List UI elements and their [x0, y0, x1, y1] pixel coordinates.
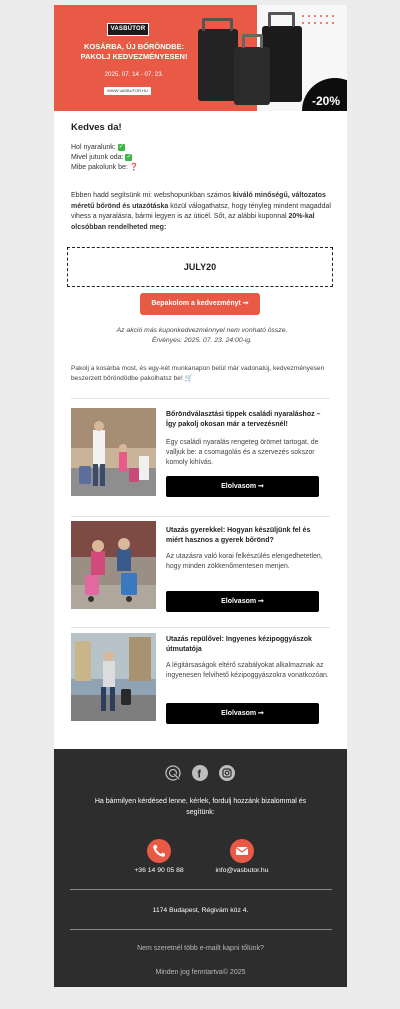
- greeting-section: [71, 123, 333, 173]
- article-excerpt: Egy családi nyaralás rengeteg örömet tartogat, de valljuk be: a csomagolás és a szervezés sokszor komoly kihívás.: [166, 439, 319, 466]
- validity-line: Érvényes: 2025. 07. 23. 24:00-ig.: [151, 337, 253, 344]
- question-icon: ❓: [129, 164, 139, 171]
- banner-dates: 2025. 07. 14 - 07. 23.: [104, 71, 164, 78]
- checklist-item: [71, 143, 333, 153]
- divider: [71, 516, 330, 517]
- unsubscribe-link[interactable]: Nem szeretnél több e-mailt kapni tőlünk?: [137, 945, 264, 952]
- intro-text: Ebben hadd segítsünk mi: webshopunkban számos: [71, 192, 233, 199]
- footer: [54, 749, 347, 987]
- footer-divider: [70, 929, 332, 930]
- copyright: Minden jog fenntartva© 2025: [155, 969, 246, 976]
- checklist-label: Hol nyaralunk:: [71, 144, 116, 151]
- checklist-item: [71, 163, 333, 173]
- company-address: 1174 Budapest, Régivám köz 4.: [152, 907, 249, 914]
- phone-icon[interactable]: [147, 839, 171, 863]
- claim-discount-button[interactable]: Bepakolom a kedvezményt ➞: [140, 293, 260, 315]
- pack-paragraph: Pakolj a kosárba most, és egy-két munkanapon belül már vadonatúj, kedvezményesen beszerzett bőröndödbe pakolhatsz be! 🛒: [71, 365, 325, 382]
- brand-logo: VASBÚTOR: [107, 23, 149, 36]
- checklist-label: Mivel jutunk oda:: [71, 154, 124, 161]
- read-more-button[interactable]: Elolvasom ➞: [166, 476, 319, 497]
- divider: [71, 627, 330, 628]
- website-icon[interactable]: [165, 765, 181, 781]
- article-image-kids-luggage[interactable]: [71, 521, 156, 609]
- promo-banner[interactable]: [54, 5, 347, 111]
- phone-number[interactable]: +36 14 90 05 88: [134, 867, 184, 874]
- intro-bold: 20%-kal olcsóbban rendelheted meg:: [71, 213, 315, 231]
- instagram-icon[interactable]: [219, 765, 235, 781]
- article-image-family-luggage[interactable]: [71, 408, 156, 496]
- footer-divider: [70, 889, 332, 890]
- article-title[interactable]: Utazás repülővel: Ingyenes kézipoggyászok útmutatója: [166, 636, 312, 653]
- coupon-code-box[interactable]: JULY20: [67, 247, 333, 287]
- article-excerpt: A légitársaságok eltérő szabályokat alkalmaznak az ingyenesen felvihető kézipoggyászokra vonatkozóan.: [166, 662, 329, 679]
- email-address[interactable]: info@vasbutor.hu: [215, 867, 269, 874]
- intro-paragraph: [71, 191, 333, 233]
- intro-text: közül válogathatsz, hogy tényleg mindent magaddal vihess a nyaralásra, bármi legyen is az úticél. Sőt, az alábbi kuponnal: [71, 202, 331, 220]
- banner-headline-line1: KOSÁRBA, ÚJ BŐRÖNDBE:: [83, 42, 184, 51]
- article-title[interactable]: Bőröndválasztási tippek családi nyaraláshoz – Így pakolj okosan már a tervezésnél!: [166, 411, 321, 428]
- article-title[interactable]: Utazás gyerekkel: Hogyan készüljünk fel és miért hasznos a gyerek bőrönd?: [166, 527, 311, 544]
- read-more-button[interactable]: Elolvasom ➞: [166, 703, 319, 724]
- article-image-traveler-airport[interactable]: [71, 633, 156, 721]
- check-icon: ✓: [118, 143, 124, 150]
- decorative-dots-icon: [301, 14, 335, 28]
- check-icon: ✓: [126, 153, 132, 160]
- offer-terms: [71, 326, 333, 346]
- banner-headline: [60, 42, 208, 62]
- contact-text: Ha bármilyen kérdésed lenne, kérlek, fordulj hozzánk bizalommal és segítünk:: [94, 798, 307, 816]
- facebook-icon[interactable]: [192, 765, 208, 781]
- article-excerpt: Az utazásra való korai felkészülés elengedhetetlen, hogy minden zökkenőmentesen menjen.: [166, 553, 323, 570]
- article-card: [71, 408, 331, 498]
- discount-text: -20%: [312, 94, 341, 108]
- article-card: [71, 633, 331, 723]
- greeting-heading: Kedves da!: [71, 122, 122, 133]
- banner-headline-line2: PAKOLJ KEDVEZMÉNYESEN!: [80, 52, 188, 61]
- intro-bold: kiváló minőségű, változatos méretű bőrönd és utazótáska: [71, 192, 326, 210]
- checklist-label: Mibe pakolunk be:: [71, 164, 128, 171]
- terms-line: Az akció más kuponkedvezménnyel nem vonható össze.: [116, 327, 288, 334]
- article-card: [71, 521, 331, 611]
- email-container: [54, 5, 347, 987]
- svg-text:f: f: [197, 768, 202, 781]
- email-icon[interactable]: [230, 839, 254, 863]
- read-more-button[interactable]: Elolvasom ➞: [166, 591, 319, 612]
- banner-url: WWW.VASBUTOR.HU: [104, 87, 151, 95]
- divider: [71, 398, 330, 399]
- checklist-item: [71, 153, 333, 163]
